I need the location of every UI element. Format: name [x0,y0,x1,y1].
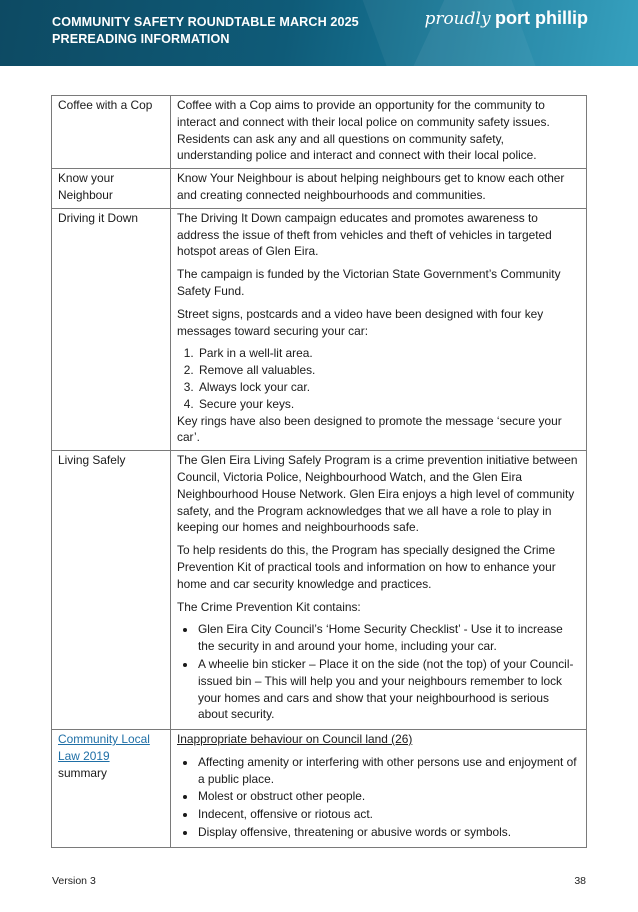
description-text: Know Your Neighbour is about helping neighbours get to know each other and creating connected neighbourhoods and communities. [177,171,565,202]
row-description [171,208,587,450]
list-item: 1. Park in a well-lit area. [197,345,580,362]
title-line-2: PREREADING INFORMATION [52,32,230,46]
table-row [52,169,587,209]
list-item: • Affecting amenity or interfering with other persons use and enjoyment of a public place. [197,754,580,788]
row-description [171,451,587,730]
row-label: Know your Neighbour [52,169,171,209]
document-title [52,14,359,48]
community-local-law-link[interactable]: Community Local Law 2019 [58,732,150,763]
list-item: 2. Remove all valuables. [197,362,580,379]
row-description [171,169,587,209]
logo-script-text: proudly [424,9,491,29]
list-item: • Glen Eira City Council’s ‘Home Security Checklist’ - Use it to increase the security in and around your home, including your car. [197,621,580,655]
row-description [171,730,587,848]
key-messages-list [177,345,580,412]
description-text: The Glen Eira Living Safely Program is a crime prevention initiative between Council, Victoria Police, Neighbourhood Watch, and the Glen Eira Neighbourhood House Network. Glen Eira enjoys a high level of community safety, and the Program acknowledges that we all have a role to play in keeping our homes and neighbourhoods safe. [177,453,578,535]
table-row [52,208,587,450]
list-item: • Indecent, offensive or riotous act. [197,806,580,823]
row-label: Driving it Down [52,208,171,450]
list-item: • A wheelie bin sticker – Place it on the side (not the top) of your Council-issued bin – This will help you and your neighbours remember to lock your homes and cars and show that your neighbourhood is serious about security. [197,656,580,723]
row-description [171,96,587,169]
version-label: Version 3 [52,875,96,887]
description-text: Street signs, postcards and a video have been designed with four key messages toward securing your car: [177,306,544,338]
table-row [52,96,587,169]
list-item: 3. Always lock your car. [197,379,580,396]
description-text: To help residents do this, the Program has specially designed the Crime Prevention Kit of practical tools and information on how to enhance your home and car security knowledge and practices. [177,543,556,591]
kit-contents-list [177,621,580,723]
row-label [52,730,171,848]
table-row [52,451,587,730]
list-item: • Molest or obstruct other people. [197,788,580,805]
page-number: 38 [574,875,586,887]
logo-bold-text: port phillip [495,8,588,28]
list-item: • Display offensive, threatening or abusive words or symbols. [197,824,580,841]
description-text: The Driving It Down campaign educates and promotes awareness to address the issue of theft from vehicles and theft of vehicles in targeted hotspot areas of Glen Eira. [177,210,552,259]
row-label: Living Safely [52,451,171,730]
description-text: The campaign is funded by the Victorian State Government’s Community Safety Fund. [177,267,561,298]
row-label: Coffee with a Cop [52,96,171,169]
row-label-suffix: summary [58,765,107,780]
section-heading: Inappropriate behaviour on Council land (26) [177,732,413,747]
table-row [52,730,587,848]
title-line-1: COMMUNITY SAFETY ROUNDTABLE MARCH 2025 [52,15,359,29]
list-item: 4. Secure your keys. [197,396,580,413]
behaviour-list [177,754,580,841]
description-text: The Crime Prevention Kit contains: [177,599,361,614]
page-header [0,0,638,66]
description-text: Coffee with a Cop aims to provide an opportunity for the community to interact and connect with their local police on community safety issues. Residents can ask any and all questions on community safety, understanding police and interact and connect with their local police. [177,98,550,163]
description-text: Key rings have also been designed to promote the message ‘secure your car’. [177,413,562,445]
port-phillip-logo [424,8,588,29]
programs-table [51,95,587,848]
